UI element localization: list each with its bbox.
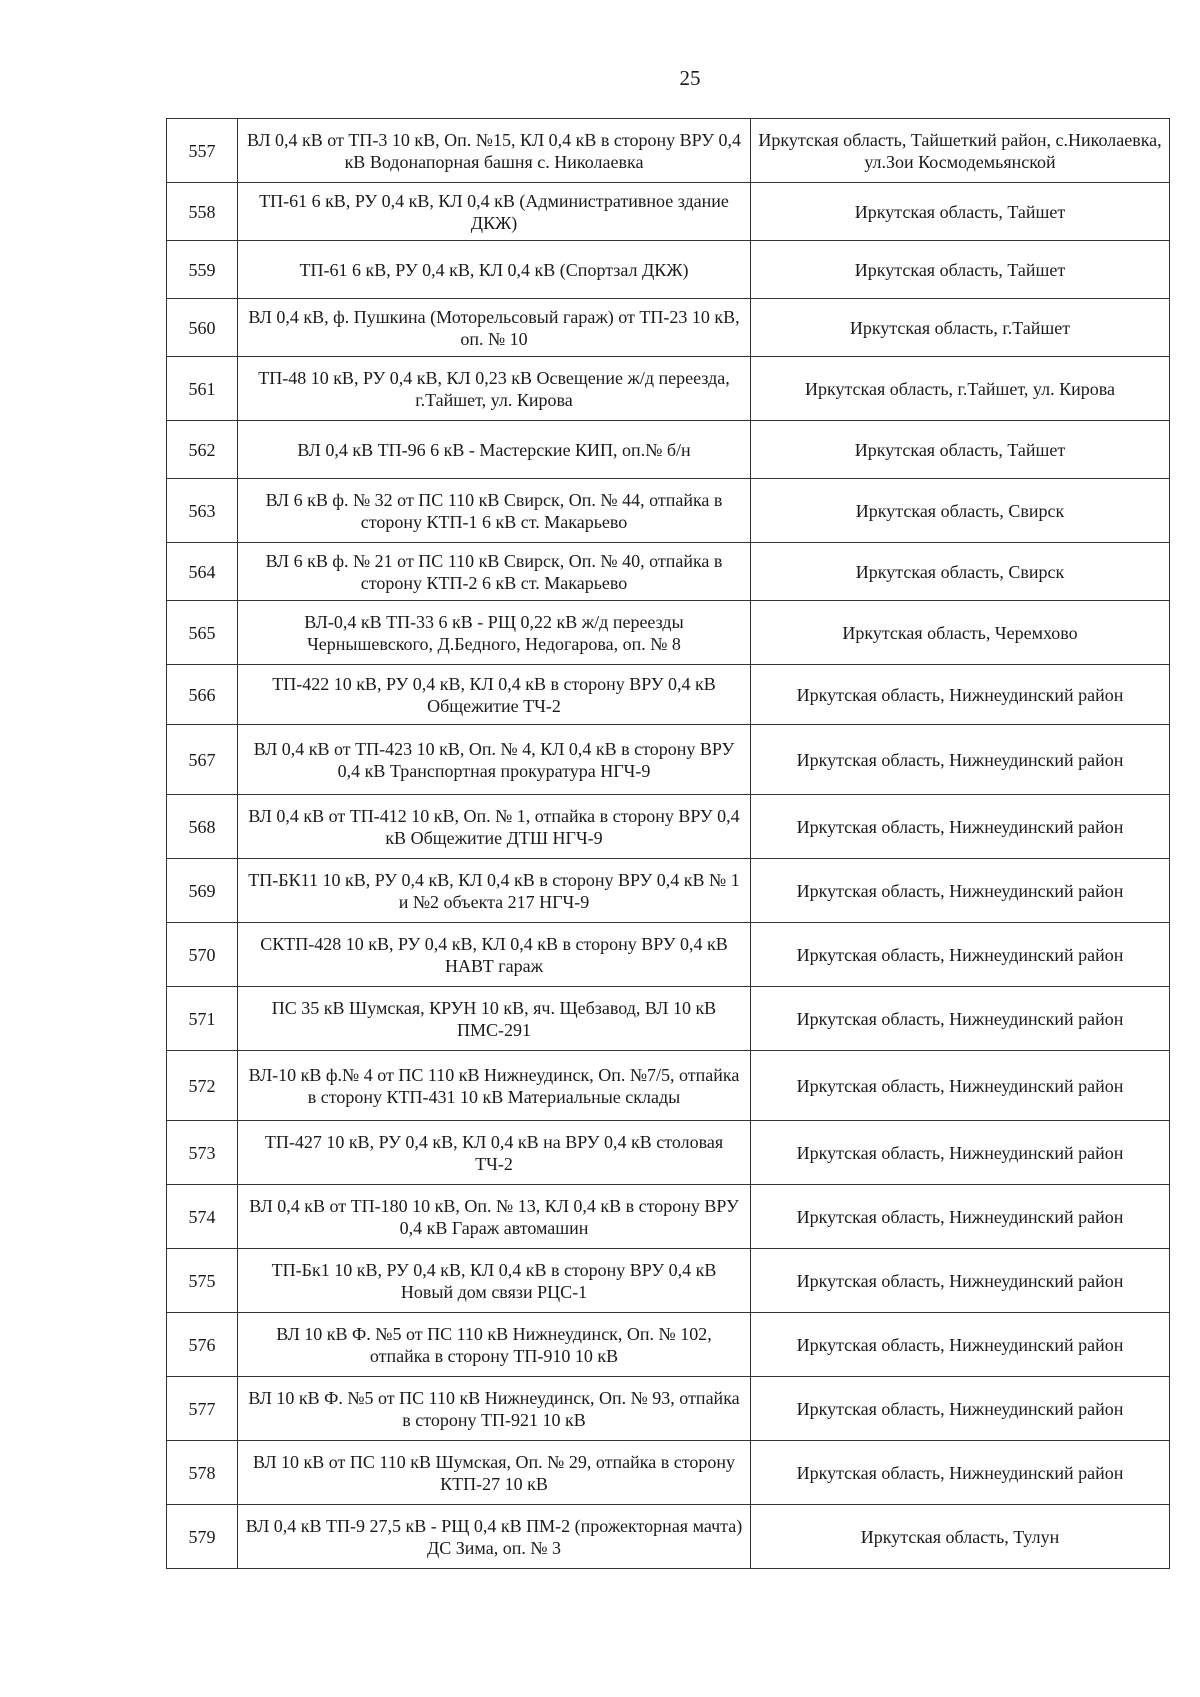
row-object: ВЛ-0,4 кВ ТП-33 6 кВ - РЩ 0,22 кВ ж/д переезды Чернышевского, Д.Бедного, Недогарова, оп. № 8 <box>238 601 751 665</box>
row-location: Иркутская область, Нижнеудинский район <box>751 1377 1170 1441</box>
row-object: ВЛ 10 кВ от ПС 110 кВ Шумская, Оп. № 29, отпайка в сторону КТП-27 10 кВ <box>238 1441 751 1505</box>
row-object: ВЛ 6 кВ ф. № 21 от ПС 110 кВ Свирск, Оп. № 40, отпайка в сторону КТП-2 6 кВ ст. Макарьево <box>238 543 751 601</box>
row-number: 568 <box>167 795 238 859</box>
table-row <box>167 241 1170 299</box>
row-number: 569 <box>167 859 238 923</box>
row-object: ТП-61 6 кВ, РУ 0,4 кВ, КЛ 0,4 кВ (Административное здание ДКЖ) <box>238 183 751 241</box>
row-object: ТП-БК11 10 кВ, РУ 0,4 кВ, КЛ 0,4 кВ в сторону ВРУ 0,4 кВ № 1 и №2 объекта 217 НГЧ-9 <box>238 859 751 923</box>
row-location: Иркутская область, Тайшет <box>751 241 1170 299</box>
row-object: СКТП-428 10 кВ, РУ 0,4 кВ, КЛ 0,4 кВ в сторону ВРУ 0,4 кВ НАВТ гараж <box>238 923 751 987</box>
table-row <box>167 1441 1170 1505</box>
table-row <box>167 725 1170 795</box>
row-location: Иркутская область, Нижнеудинский район <box>751 1185 1170 1249</box>
table-row <box>167 1313 1170 1377</box>
row-number: 572 <box>167 1051 238 1121</box>
table-row <box>167 1051 1170 1121</box>
row-location: Иркутская область, г.Тайшет, ул. Кирова <box>751 357 1170 421</box>
table-row <box>167 1249 1170 1313</box>
row-location: Иркутская область, Нижнеудинский район <box>751 665 1170 725</box>
table-row <box>167 1121 1170 1185</box>
row-location: Иркутская область, Нижнеудинский район <box>751 725 1170 795</box>
registry-table <box>166 118 1170 1569</box>
row-object: ВЛ 0,4 кВ от ТП-412 10 кВ, Оп. № 1, отпайка в сторону ВРУ 0,4 кВ Общежитие ДТШ НГЧ-9 <box>238 795 751 859</box>
row-number: 574 <box>167 1185 238 1249</box>
row-number: 560 <box>167 299 238 357</box>
row-number: 566 <box>167 665 238 725</box>
row-object: ВЛ 6 кВ ф. № 32 от ПС 110 кВ Свирск, Оп. № 44, отпайка в сторону КТП-1 6 кВ ст. Макарьево <box>238 479 751 543</box>
row-number: 567 <box>167 725 238 795</box>
row-location: Иркутская область, Нижнеудинский район <box>751 987 1170 1051</box>
row-number: 563 <box>167 479 238 543</box>
row-location: Иркутская область, г.Тайшет <box>751 299 1170 357</box>
row-number: 565 <box>167 601 238 665</box>
row-object: ВЛ-10 кВ ф.№ 4 от ПС 110 кВ Нижнеудинск, Оп. №7/5, отпайка в сторону КТП-431 10 кВ Материальные склады <box>238 1051 751 1121</box>
table-row <box>167 795 1170 859</box>
table-row <box>167 987 1170 1051</box>
table-row <box>167 665 1170 725</box>
row-object: ВЛ 0,4 кВ от ТП-180 10 кВ, Оп. № 13, КЛ 0,4 кВ в сторону ВРУ 0,4 кВ Гараж автомашин <box>238 1185 751 1249</box>
row-object: ТП-422 10 кВ, РУ 0,4 кВ, КЛ 0,4 кВ в сторону ВРУ 0,4 кВ Общежитие ТЧ-2 <box>238 665 751 725</box>
table-row <box>167 859 1170 923</box>
row-object: ТП-Бк1 10 кВ, РУ 0,4 кВ, КЛ 0,4 кВ в сторону ВРУ 0,4 кВ Новый дом связи РЦС-1 <box>238 1249 751 1313</box>
row-location: Иркутская область, Нижнеудинский район <box>751 1051 1170 1121</box>
row-number: 557 <box>167 119 238 183</box>
row-number: 571 <box>167 987 238 1051</box>
row-object: ТП-427 10 кВ, РУ 0,4 кВ, КЛ 0,4 кВ на ВРУ 0,4 кВ столовая ТЧ-2 <box>238 1121 751 1185</box>
row-object: ВЛ 0,4 кВ от ТП-423 10 кВ, Оп. № 4, КЛ 0,4 кВ в сторону ВРУ 0,4 кВ Транспортная прокуратура НГЧ-9 <box>238 725 751 795</box>
row-object: ВЛ 0,4 кВ ТП-9 27,5 кВ - РЩ 0,4 кВ ПМ-2 (прожекторная мачта) ДС Зима, оп. № 3 <box>238 1505 751 1569</box>
row-location: Иркутская область, Черемхово <box>751 601 1170 665</box>
table-row <box>167 1185 1170 1249</box>
row-number: 577 <box>167 1377 238 1441</box>
row-number: 559 <box>167 241 238 299</box>
row-location: Иркутская область, Тайшеткий район, с.Николаевка, ул.Зои Космодемьянской <box>751 119 1170 183</box>
row-location: Иркутская область, Тайшет <box>751 421 1170 479</box>
row-object: ТП-61 6 кВ, РУ 0,4 кВ, КЛ 0,4 кВ (Спортзал ДКЖ) <box>238 241 751 299</box>
row-object: ВЛ 0,4 кВ от ТП-3 10 кВ, Оп. №15, КЛ 0,4 кВ в сторону ВРУ 0,4 кВ Водонапорная башня с. Николаевка <box>238 119 751 183</box>
table-row <box>167 357 1170 421</box>
row-number: 558 <box>167 183 238 241</box>
table-row <box>167 1505 1170 1569</box>
row-location: Иркутская область, Тайшет <box>751 183 1170 241</box>
row-object: ВЛ 10 кВ Ф. №5 от ПС 110 кВ Нижнеудинск, Оп. № 102, отпайка в сторону ТП-910 10 кВ <box>238 1313 751 1377</box>
table-row <box>167 119 1170 183</box>
row-location: Иркутская область, Нижнеудинский район <box>751 795 1170 859</box>
row-number: 579 <box>167 1505 238 1569</box>
table-row <box>167 183 1170 241</box>
row-number: 561 <box>167 357 238 421</box>
row-number: 570 <box>167 923 238 987</box>
page-number: 25 <box>679 66 701 90</box>
row-location: Иркутская область, Свирск <box>751 543 1170 601</box>
table-row <box>167 479 1170 543</box>
row-location: Иркутская область, Нижнеудинский район <box>751 859 1170 923</box>
table-row <box>167 923 1170 987</box>
registry-table-body <box>167 119 1170 1569</box>
table-row <box>167 1377 1170 1441</box>
row-location: Иркутская область, Нижнеудинский район <box>751 1121 1170 1185</box>
table-row <box>167 299 1170 357</box>
row-number: 578 <box>167 1441 238 1505</box>
row-location: Иркутская область, Тулун <box>751 1505 1170 1569</box>
row-location: Иркутская область, Нижнеудинский район <box>751 1441 1170 1505</box>
row-number: 562 <box>167 421 238 479</box>
row-object: ВЛ 0,4 кВ, ф. Пушкина (Моторельсовый гараж) от ТП-23 10 кВ, оп. № 10 <box>238 299 751 357</box>
row-location: Иркутская область, Нижнеудинский район <box>751 1249 1170 1313</box>
row-location: Иркутская область, Нижнеудинский район <box>751 1313 1170 1377</box>
row-object: ВЛ 10 кВ Ф. №5 от ПС 110 кВ Нижнеудинск, Оп. № 93, отпайка в сторону ТП-921 10 кВ <box>238 1377 751 1441</box>
row-location: Иркутская область, Нижнеудинский район <box>751 923 1170 987</box>
table-row <box>167 543 1170 601</box>
row-object: ТП-48 10 кВ, РУ 0,4 кВ, КЛ 0,23 кВ Освещение ж/д переезда, г.Тайшет, ул. Кирова <box>238 357 751 421</box>
table-row <box>167 421 1170 479</box>
table-row <box>167 601 1170 665</box>
row-location: Иркутская область, Свирск <box>751 479 1170 543</box>
row-object: ПС 35 кВ Шумская, КРУН 10 кВ, яч. Щебзавод, ВЛ 10 кВ ПМС-291 <box>238 987 751 1051</box>
row-number: 573 <box>167 1121 238 1185</box>
row-number: 575 <box>167 1249 238 1313</box>
row-object: ВЛ 0,4 кВ ТП-96 6 кВ - Мастерские КИП, оп.№ б/н <box>238 421 751 479</box>
row-number: 576 <box>167 1313 238 1377</box>
row-number: 564 <box>167 543 238 601</box>
